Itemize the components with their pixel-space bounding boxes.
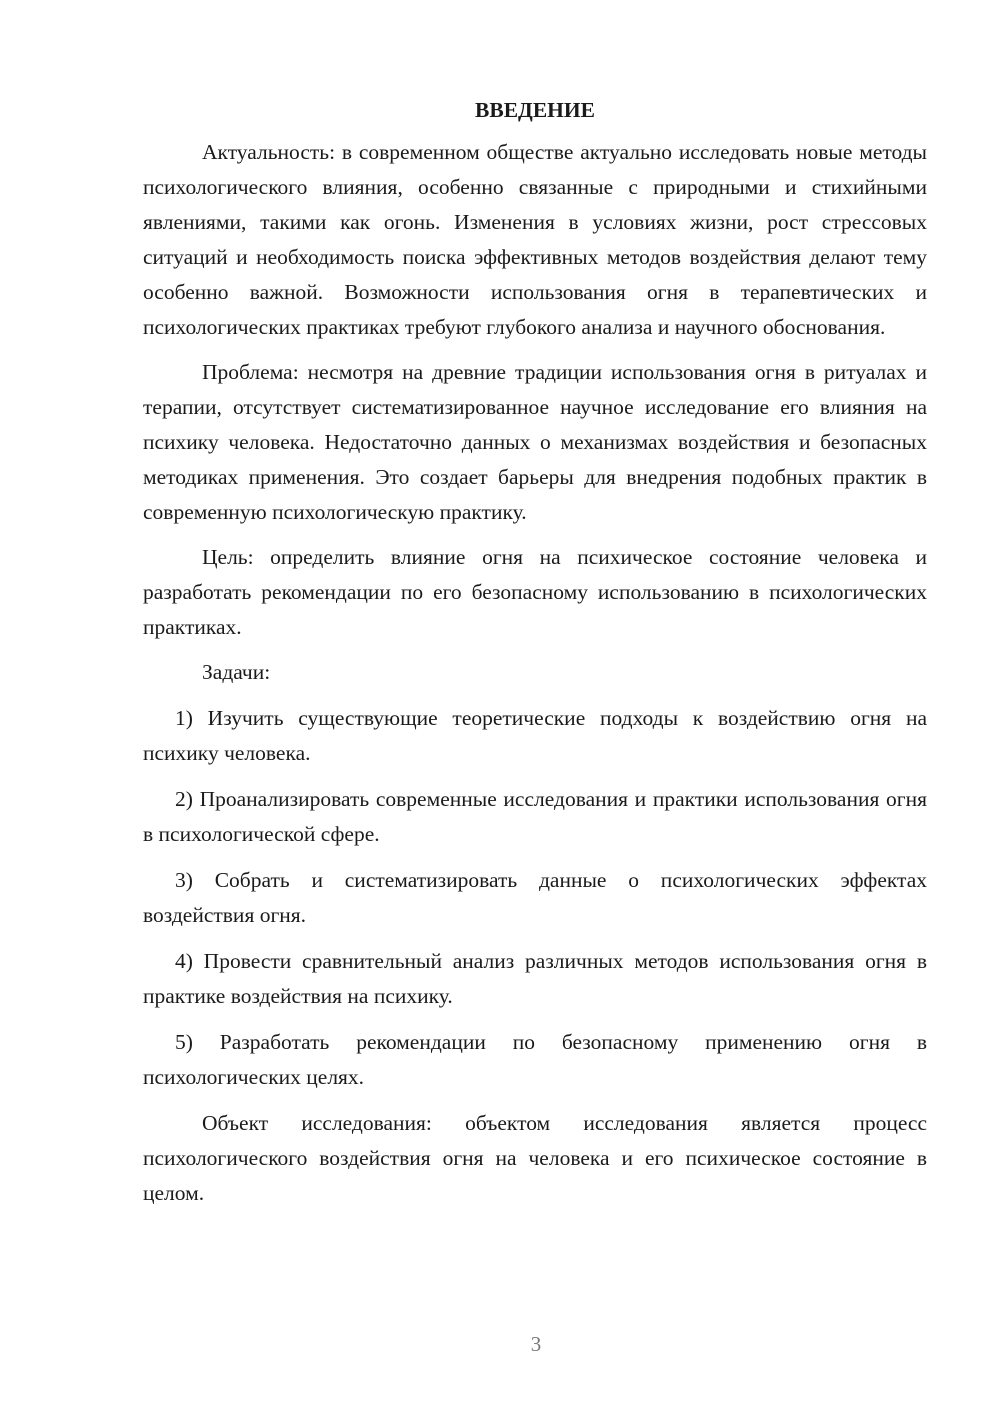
paragraph-problem: Проблема: несмотря на древние традиции использования огня в ритуалах и терапии, отсутствует систематизированное научное исследование его влияния на психику человека. Недостаточно данных о механизмах воздействия и безопасных методиках применения. Это создает барьеры для внедрения подобных практик в современную психологическую практику. bbox=[143, 360, 927, 524]
task-item-1: 1) Изучить существующие теоретические подходы к воздействию огня на психику человека. bbox=[143, 706, 927, 765]
paragraph-relevance: Актуальность: в современном обществе актуально исследовать новые методы психологического влияния, особенно связанные с природными и стихийными явлениями, такими как огонь. Изменения в условиях жизни, рост стрессовых ситуаций и необходимость поиска эффективных методов воздействия делают тему особенно важной. Возможности использования огня в терапевтических и психологических практиках требуют глубокого анализа и научного обоснования. bbox=[143, 140, 927, 339]
paragraph-object: Объект исследования: объектом исследования является процесс психологического воздействия огня на человека и его психическое состояние в целом. bbox=[143, 1111, 927, 1205]
task-item-5: 5) Разработать рекомендации по безопасному применению огня в психологических целях. bbox=[143, 1030, 927, 1089]
paragraph-goal: Цель: определить влияние огня на психическое состояние человека и разработать рекомендации по его безопасному использованию в психологических практиках. bbox=[143, 545, 927, 639]
tasks-label: Задачи: bbox=[202, 660, 271, 684]
task-item-4: 4) Провести сравнительный анализ различных методов использования огня в практике воздействия на психику. bbox=[143, 949, 927, 1008]
task-item-2: 2) Проанализировать современные исследования и практики использования огня в психологической сфере. bbox=[143, 787, 927, 846]
section-title: ВВЕДЕНИЕ bbox=[475, 98, 595, 122]
page-number: 3 bbox=[530, 1332, 542, 1356]
document-page bbox=[143, 90, 927, 1221]
task-item-3: 3) Собрать и систематизировать данные о психологических эффектах воздействия огня. bbox=[143, 868, 927, 927]
